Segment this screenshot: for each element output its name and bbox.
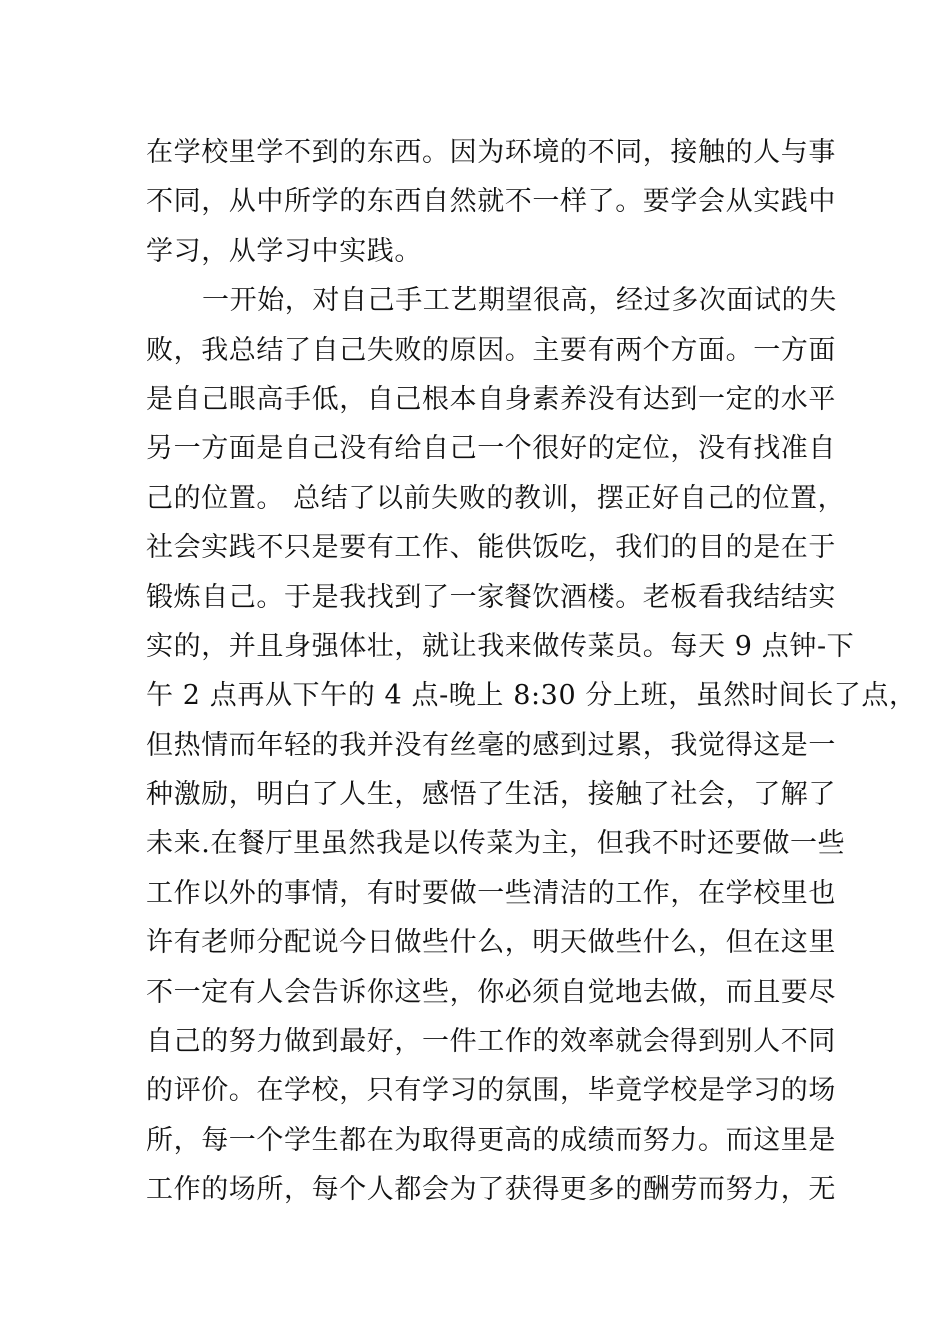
text-line: 是自己眼高手低，自己根本自身素养没有达到一定的水平	[146, 383, 836, 415]
text-line: 的评价。在学校，只有学习的氛围，毕竟学校是学习的场	[146, 1075, 836, 1107]
text-line: 一开始，对自己手工艺期望很高，经过多次面试的失	[202, 285, 837, 317]
text-line: 未来.在餐厅里虽然我是以传菜为主，但我不时还要做一些	[146, 828, 846, 860]
text-line: 己的位置。 总结了以前失败的教训，摆正好自己的位置，	[146, 482, 846, 514]
text-line: 另一方面是自己没有给自己一个很好的定位，没有找准自	[146, 433, 836, 465]
text-line: 自己的努力做到最好，一件工作的效率就会得到别人不同	[146, 1026, 836, 1058]
text-line: 午 2 点再从下午的 4 点-晚上 8:30 分上班，虽然时间长了点，	[146, 680, 917, 712]
text-line: 败，我总结了自己失败的原因。主要有两个方面。一方面	[146, 334, 836, 366]
text-line: 种激励，明白了人生，感悟了生活，接触了社会，了解了	[146, 779, 836, 811]
text-line: 不一定有人会告诉你这些，你必须自觉地去做，而且要尽	[146, 976, 836, 1008]
text-line: 工作以外的事情，有时要做一些清洁的工作，在学校里也	[146, 877, 836, 909]
text-line: 在学校里学不到的东西。因为环境的不同，接触的人与事	[146, 137, 836, 168]
paragraph-1	[146, 128, 846, 276]
text-line: 但热情而年轻的我并没有丝毫的感到过累，我觉得这是一	[146, 729, 836, 761]
text-line: 锻炼自己。于是我找到了一家餐饮酒楼。老板看我结结实	[146, 581, 836, 613]
paragraph-2	[146, 276, 917, 1214]
text-line: 社会实践不只是要有工作、能供饭吃，我们的目的是在于	[146, 532, 836, 564]
text-line: 实的，并且身强体壮，就让我来做传菜员。每天 9 点钟-下	[146, 630, 855, 662]
body-text	[146, 128, 917, 1215]
text-line: 不同，从中所学的东西自然就不一样了。要学会从实践中	[146, 186, 836, 218]
text-line: 学习，从学习中实践。	[146, 235, 422, 267]
text-line: 工作的场所，每个人都会为了获得更多的酬劳而努力，无	[146, 1174, 836, 1206]
text-line: 许有老师分配说今日做些什么，明天做些什么，但在这里	[146, 927, 836, 959]
text-line: 所，每一个学生都在为取得更高的成绩而努力。而这里是	[146, 1124, 836, 1156]
